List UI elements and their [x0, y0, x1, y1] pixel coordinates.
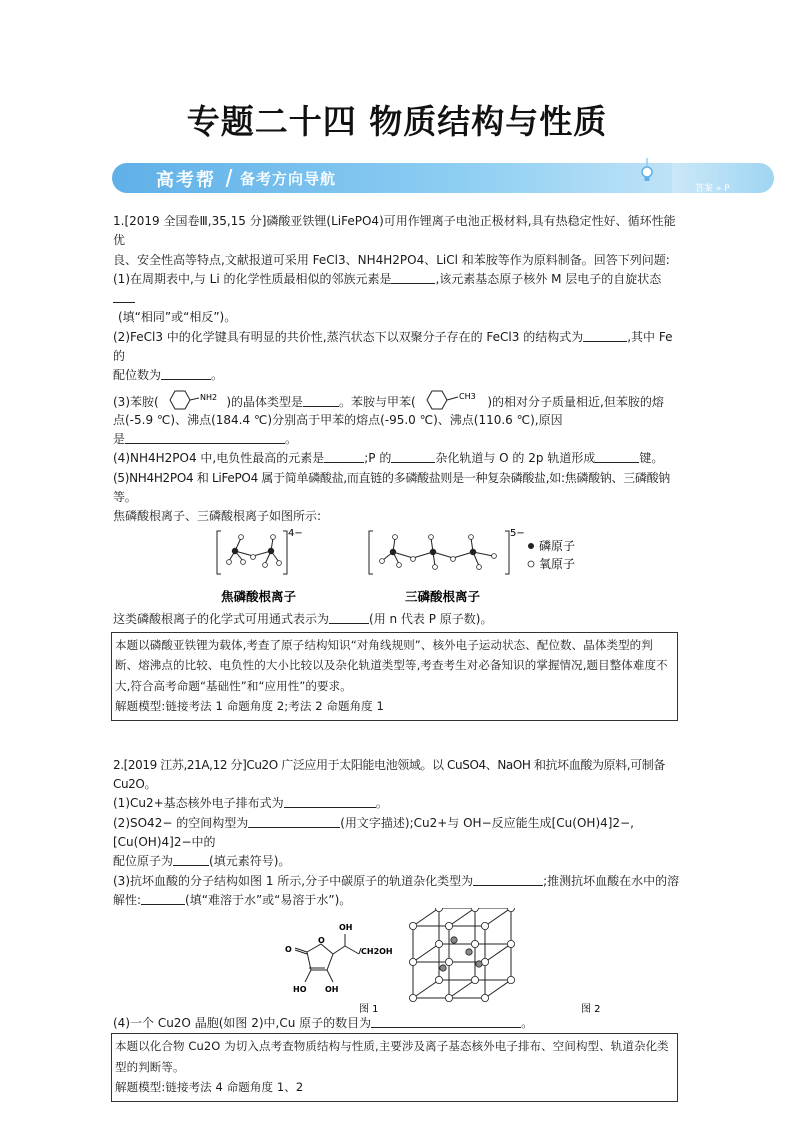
pyrophosphate-atoms	[227, 535, 282, 568]
q1-line-2: 良、安全性高等特点,文献报道可采用 FeCl3、NH4H2PO4、LiCl 和苯胺等作为原料制备。回答下列问题:	[113, 252, 670, 267]
figure-2-label: 图 2	[581, 1004, 601, 1016]
pyrophosphate-ion	[217, 531, 287, 574]
ascorbic-acid-structure	[295, 934, 361, 982]
q2-figures	[113, 910, 683, 1020]
q1-line-1: 1.[2019 全国卷Ⅲ,35,15 分]磷酸亚铁锂(LiFePO4)可用作锂离子电池正极材料,具有热稳定性好、循环性能优	[113, 214, 676, 248]
legend-p-label: 磷原子	[539, 539, 576, 554]
nh2-label: NH2	[199, 392, 217, 402]
q2-figure-svg	[113, 908, 683, 1018]
q1-line-7: (3)苯胺( NH2 )的晶体类型是 。苯胺与甲苯( CH3 )的相对分子质量相近,但苯胺的熔	[113, 389, 683, 411]
pyrophosphate-charge: 4−	[288, 528, 303, 540]
legend-p-marker	[528, 543, 534, 549]
triphosphate-charge: 5−	[510, 528, 525, 540]
phosphate-figure	[113, 526, 683, 614]
page-title: 专题二十四 物质结构与性质	[186, 102, 608, 141]
q1-line-10: (4)NH4H2PO4 中,电负性最高的元素是 ;P 的 杂化轨道与 O 的 2p 轨道形成 键。	[113, 451, 664, 466]
carbonyl-o-label: O	[285, 945, 292, 955]
q2-line-5: (3)抗坏血酸的分子结构如图 1 所示,分子中碳原子的轨道杂化类型为 ;推测抗坏血酸在水中的溶	[113, 873, 680, 888]
q1-line-11: (5)NH4H2PO4 和 LiFePO4 属于简单磷酸盐,而直链的多磷酸盐则是一种复杂磷酸盐,如:焦磷酸钠、三磷酸钠等。	[113, 470, 670, 504]
q2-line-4: 配位原子为 (填元素符号)。	[113, 854, 291, 869]
oh-label-top: OH	[339, 923, 353, 933]
answer-link[interactable]: 答案 » P	[695, 184, 730, 194]
figure-1-label: 图 1	[359, 1004, 379, 1016]
q1-line-8: 点(-5.9 ℃)、沸点(184.4 ℃)分别高于甲苯的熔点(-95.0 ℃)、沸点(110.6 ℃),原因	[113, 412, 563, 427]
oh-label-bottom: OH	[325, 985, 339, 995]
q1-analysis-text: 本题以磷酸亚铁锂为载体,考查了原子结构知识“对角线规则”、核外电子运动状态、配位数、晶体类型的判断、熔沸点的比较、电负性的大小比较以及杂化轨道类型等,考查考生对必备知识的掌握情况,题目整体难度不大,符合高考命题“基础性”和“应用性”的要求。	[115, 637, 668, 693]
q1-line-5: (2)FeCl3 中的化学键具有明显的共价性,蒸汽状态下以双聚分子存在的 FeCl3 的结构式为 ,其中 Fe 的	[113, 329, 673, 364]
ch2oh-label: CH2OH	[361, 947, 393, 957]
lightbulb-icon	[640, 158, 654, 184]
q2-line-6: 解性: (填“难溶于水”或“易溶于水”)。	[113, 892, 352, 907]
triphosphate-label: 三磷酸根离子	[405, 589, 481, 605]
q1-line-12: 焦磷酸根离子、三磷酸根离子如图所示:	[113, 509, 322, 524]
aniline-structure	[163, 389, 223, 411]
content	[113, 212, 683, 1102]
q2-line-1: 2.[2019 江苏,21A,12 分]Cu2O 广泛应用于太阳能电池领域。以 CuSO4、NaOH 和抗坏血酸为原料,可制备 Cu2O。	[113, 757, 665, 792]
q2-line-2: (1)Cu2+基态核外电子排布式为 。	[113, 796, 388, 811]
ch3-label: CH3	[458, 391, 476, 401]
q2-analysis-box	[111, 1033, 678, 1102]
q2-line-3: (2)SO42− 的空间构型为 (用文字描述);Cu2+与 OH−反应能生成[Cu(OH)4]2−,[Cu(OH)4]2−中的	[113, 815, 634, 849]
q1-line-4: (填“相同”或“相反”)。	[118, 310, 237, 325]
pyrophosphate-label: 焦磷酸根离子	[221, 589, 297, 605]
cu2o-atoms	[409, 908, 514, 1002]
q1-analysis-box	[111, 632, 678, 721]
section-banner	[112, 163, 774, 193]
banner-subtitle: 备考方向导航	[240, 170, 337, 188]
legend-o-marker	[528, 561, 534, 567]
q1-line-3: (1)在周期表中,与 Li 的化学性质最相似的邻族元素是 ,该元素基态原子核外 M 层电子的自旋状态	[113, 270, 683, 309]
q2-analysis-text: 本题以化合物 Cu2O 为切入点考查物质结构与性质,主要涉及离子基态核外电子排布、空间构型、轨道杂化类型的判断等。	[115, 1039, 669, 1074]
ho-label: HO	[293, 985, 307, 995]
triphosphate-atoms	[380, 535, 497, 570]
ring-o-label: O	[318, 936, 325, 946]
q1-line-9: 是 。	[113, 431, 298, 446]
toluene-structure	[420, 389, 484, 411]
q1-line-13: 这类磷酸根离子的化学式可用通式表示为 (用 n 代表 P 原子数)。	[113, 612, 493, 627]
cu2o-unit-cell	[413, 908, 511, 998]
banner-main-title: 高考帮	[156, 170, 216, 191]
phosphate-diagram	[113, 526, 683, 614]
legend-o-label: 氧原子	[539, 557, 576, 572]
q2-solution-model: 解题模型:链接考法 4 命题角度 1、2	[115, 1080, 304, 1095]
q2-line-7: (4)一个 Cu2O 晶胞(如图 2)中,Cu 原子的数目为 。	[113, 1016, 534, 1031]
q1-line-6: 配位数为 。	[113, 368, 224, 383]
q1-solution-model: 解题模型:链接考法 1 命题角度 2;考法 2 命题角度 1	[115, 699, 384, 714]
